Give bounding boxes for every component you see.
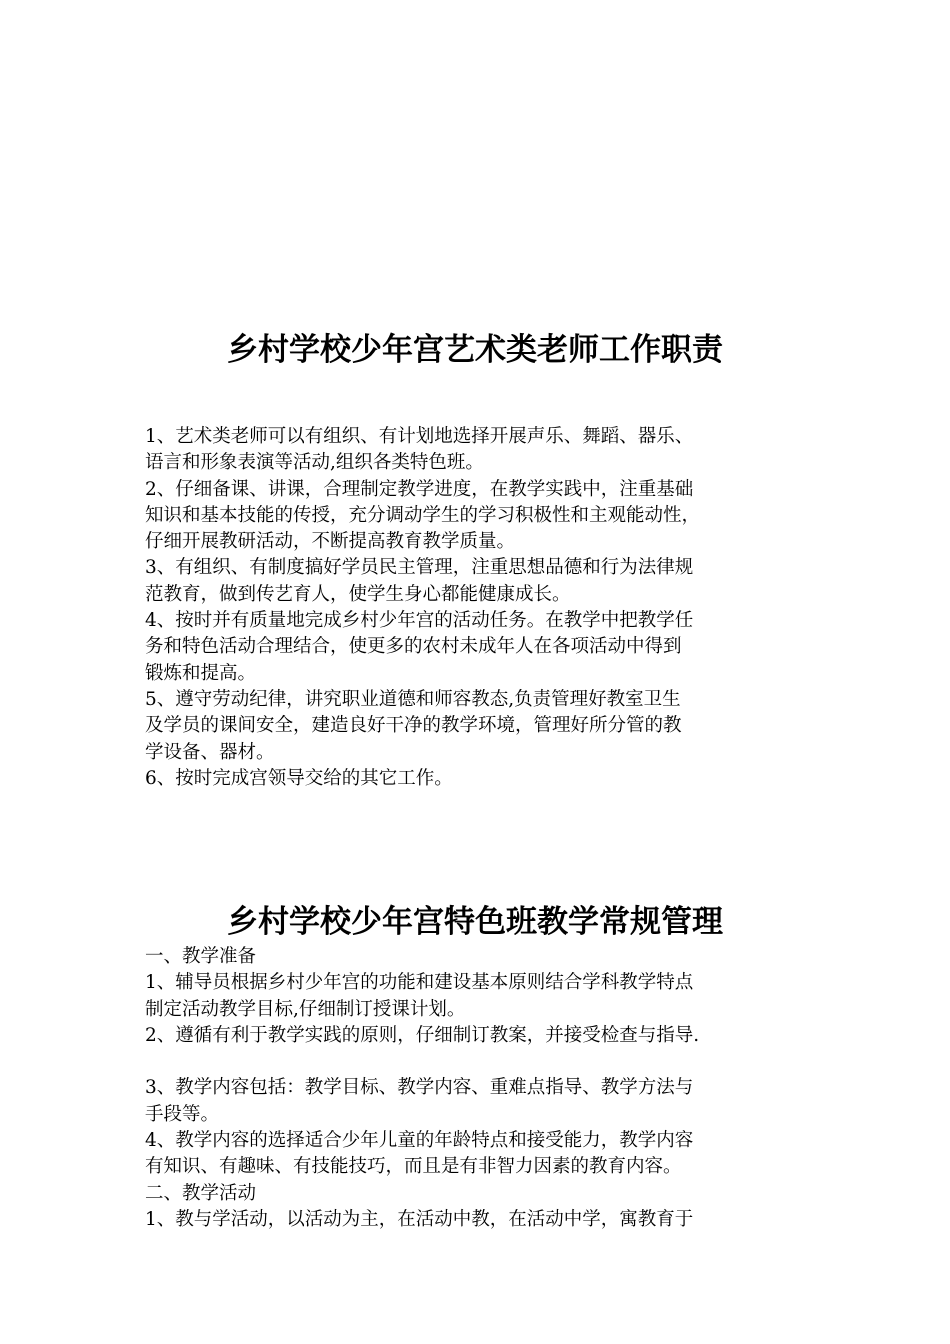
text-line: 一、教学准备 xyxy=(145,946,257,967)
text-line: 仔细开展教研活动，不断提高教育教学质量。 xyxy=(145,531,516,553)
text-line: 务和特色活动合理结合，使更多的农村未成年人在各项活动中得到 xyxy=(145,636,682,658)
text-line: 范教育，做到传艺育人，使学生身心都能健康成长。 xyxy=(145,583,571,605)
text-line: 5、遵守劳动纪律，讲究职业道德和师容教态,负责管理好教室卫生 xyxy=(145,688,681,710)
text-line: 3、有组织、有制度搞好学员民主管理，注重思想品德和行为法律规 xyxy=(145,557,694,579)
text-line: 锻炼和提高。 xyxy=(145,662,257,684)
text-line: 4、按时并有质量地完成乡村少年宫的活动任务。在教学中把教学任 xyxy=(145,610,694,632)
text-line: 二、教学活动 xyxy=(145,1182,257,1204)
text-line: 2、遵循有利于教学实践的原则，仔细制订教案，并接受检查与指导. xyxy=(145,1024,700,1046)
text-line: 1、辅导员根据乡村少年宫的功能和建设基本原则结合学科教学特点 xyxy=(145,972,694,994)
text-line: 6、按时完成宫领导交给的其它工作。 xyxy=(145,767,453,789)
text-line: 手段等。 xyxy=(145,1103,220,1125)
blank-line xyxy=(145,1049,825,1075)
text-line: 有知识、有趣味、有技能技巧，而且是有非智力因素的教育内容。 xyxy=(145,1156,682,1178)
section1-title: 乡村学校少年宫艺术类老师工作职责 xyxy=(227,332,723,368)
text-line: 1、艺术类老师可以有组织、有计划地选择开展声乐、舞蹈、器乐、 xyxy=(145,426,694,447)
section2-body xyxy=(145,944,825,1233)
text-line: 制定活动教学目标,仔细制订授课计划。 xyxy=(145,998,466,1020)
text-line: 语言和形象表演等活动,组织各类特色班。 xyxy=(145,452,484,474)
text-line: 2、仔细备课、讲课，合理制定教学进度，在教学实践中，注重基础 xyxy=(145,478,694,500)
text-line: 1、教与学活动，以活动为主，在活动中教，在活动中学，寓教育于 xyxy=(145,1208,694,1230)
text-line: 知识和基本技能的传授，充分调动学生的学习积极性和主观能动性， xyxy=(145,504,701,526)
text-line: 学设备、器材。 xyxy=(145,741,275,763)
section1-body xyxy=(145,424,825,792)
text-line: 3、教学内容包括：教学目标、教学内容、重难点指导、教学方法与 xyxy=(145,1077,694,1099)
section2-title: 乡村学校少年宫特色班教学常规管理 xyxy=(227,904,723,940)
text-line: 4、教学内容的选择适合少年儿童的年龄特点和接受能力，教学内容 xyxy=(145,1130,694,1152)
text-line: 及学员的课间安全，建造良好干净的教学环境，管理好所分管的教 xyxy=(145,715,682,737)
